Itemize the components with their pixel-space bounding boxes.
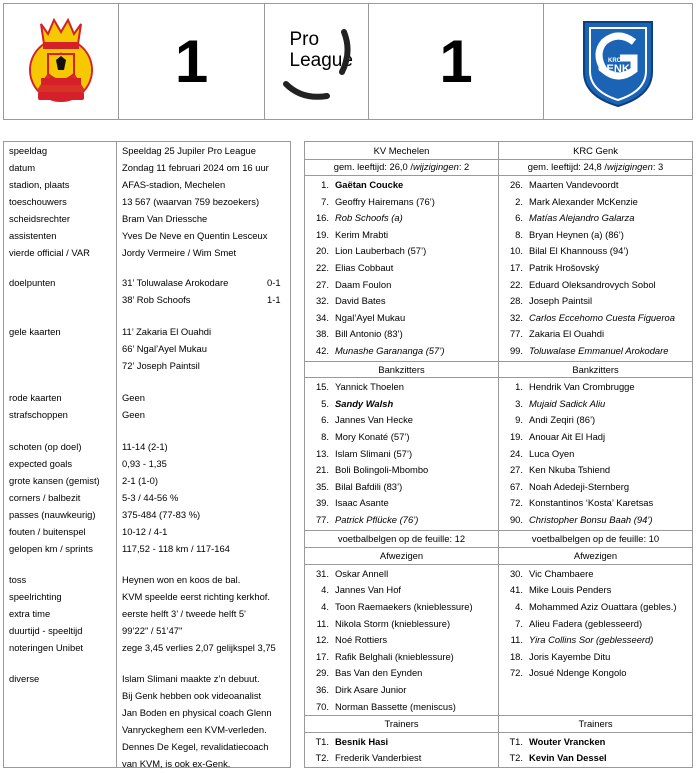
kv-mechelen-logo [26,12,96,112]
away-starter [501,209,694,226]
match-info-table [3,141,291,768]
lineup-table [304,141,693,768]
home-absent-player [307,698,500,715]
home-trainers-header: Trainers [384,718,419,730]
away-team-name: KRC Genk [573,144,618,156]
home-starter [307,292,500,309]
shirt-number: 77. [315,513,329,525]
avg-age: gem. leeftijd: 26,0 / [333,161,413,173]
away-absent-player [501,631,694,648]
away-bench-player [501,428,694,445]
shirt-number: 9. [515,414,523,426]
shirt-number: 67. [509,480,523,492]
shirt-number: 99. [509,344,523,356]
player-name: Toluwalase Emmanuel Arokodare [529,344,669,356]
home-absent-header: Afwezigen [379,550,424,562]
shirt-number: 24. [509,447,523,459]
away-absent-player [501,565,694,582]
player-name: Oskar Annell [335,567,389,579]
away-trainer [501,733,694,750]
player-name: Joseph Paintsil [529,295,593,307]
home-absent-player [307,631,500,648]
away-starter [501,309,694,326]
shirt-number: 8. [515,228,523,240]
info-row: stadion, plaats AFAS-stadion, Mechelen [9,179,226,190]
pro-league-logo [265,4,369,119]
shirt-number: T2. [509,752,523,764]
player-name: Joris Kayembe Ditu [529,650,611,662]
player-name: Munashe Garananga (57’) [335,344,445,356]
home-starter [307,226,500,243]
away-starter [501,193,694,210]
shirt-number: 18. [509,650,523,662]
away-bench-player [501,461,694,478]
player-name: Wouter Vrancken [529,735,606,747]
shirt-number: 39. [315,497,329,509]
shirt-number: 77. [509,328,523,340]
player-name: Bilal El Khannouss (94’) [529,245,629,257]
player-name: Konstantinos ‘Kosta’ Karetsas [529,497,654,509]
home-bench-player [307,478,500,495]
stat-row: passes (nauwkeurig) 375-484 (77-83 %) [9,509,201,520]
away-absent-header: Afwezigen [573,550,618,562]
player-name: Noah Adedeji-Sternberg [529,480,630,492]
shirt-number: 5. [321,397,329,409]
away-absent-player [501,582,694,599]
player-name: Besnik Hasi [335,735,389,747]
shirt-number: T1. [315,735,329,747]
shirt-number: 10. [509,245,523,257]
shirt-number: 26. [509,178,523,190]
player-name: Jannes Van Hof [335,584,402,596]
player-name: Christopher Bonsu Baah (94’) [529,513,653,525]
shirt-number: 72. [509,667,523,679]
home-starter [307,209,500,226]
away-absent-player [501,665,694,682]
shirt-number: 22. [509,278,523,290]
shirt-number: 17. [315,650,329,662]
yellow-cards-row: gele kaarten 11’ Zakaria El Ouahdi [9,326,212,337]
player-name: Luca Oyen [529,447,575,459]
player-name: Geoffry Hairemans (76’) [335,195,435,207]
player-name: Noé Rottiers [335,634,388,646]
away-starter [501,243,694,260]
shirt-number: 17. [509,261,523,273]
player-name: Ngal’Ayel Mukau [335,311,406,323]
shirt-number: 11. [510,634,523,646]
away-starter [501,276,694,293]
shirt-number: 2. [515,195,523,207]
home-bench-player [307,378,500,395]
shirt-number: 11. [316,617,329,629]
away-starter [501,259,694,276]
diverse-row: diverse Islam Slimani maakte z’n debuut. [9,673,260,684]
player-name: Elias Cobbaut [335,261,394,273]
away-bench-player [501,495,694,512]
stat-row: fouten / buitenspel 10-12 / 4-1 [9,526,168,537]
player-name: Rafik Belghali (knieblessure) [335,650,454,662]
player-name: Eduard Oleksandrovych Sobol [529,278,656,290]
shirt-number: 3. [515,397,523,409]
shirt-number: 41. [509,584,523,596]
player-name: Mohammed Aziz Ouattara (gebles.) [529,600,677,612]
home-absent-player [307,648,500,665]
diverse-row: van KVM, is ook ex-Genk. [122,758,231,769]
shirt-number: 20. [315,245,329,257]
stat-row: gelopen km / sprints 117,52 - 118 km / 117-164 [9,543,230,554]
player-name: David Bates [335,295,386,307]
shirt-number: 19. [315,228,329,240]
changes-label: wijzigingen [606,161,653,173]
player-name: Gaëtan Coucke [335,178,404,190]
home-bench-player [307,495,500,512]
home-score: 1 [174,27,209,95]
player-name: Carlos Eccehomo Cuesta Figueroa [529,311,675,323]
shirt-number: 36. [315,683,329,695]
misc-row: extra time eerste helft 3’ / tweede helft 5' [9,608,246,619]
home-starter [307,342,500,359]
stat-row: grote kansen (gemist) 2-1 (1-0) [9,475,158,486]
info-row: toeschouwers 13 567 (waarvan 759 bezoekers) [9,196,260,207]
away-absent-player [501,598,694,615]
shirt-number: 32. [315,295,329,307]
home-absent-player [307,598,500,615]
player-name: Bilal Bafdili (83’) [335,480,403,492]
player-name: Bill Antonio (83’) [335,328,403,340]
shirt-number: 15. [315,381,329,393]
shirt-number: 4. [515,600,523,612]
svg-text:GENK: GENK [598,62,630,75]
home-bench-player [307,511,500,528]
shirt-number: 42. [315,344,329,356]
player-name: Mujaid Sadick Aliu [529,397,606,409]
home-starter [307,176,500,193]
shirt-number: 31. [315,567,329,579]
changes-value: : 2 [458,161,470,173]
home-starter [307,276,500,293]
shirt-number: T1. [509,735,523,747]
player-name: Vic Chambaere [529,567,594,579]
misc-row: toss Heynen won en koos de bal. [9,574,241,585]
info-row: speeldag Speeldag 25 Jupiler Pro League [9,145,256,156]
shirt-number: 7. [515,617,523,629]
away-starter [501,342,694,359]
info-row: vierde official / VAR Jordy Vermeire / Wim Smet [9,247,237,258]
shirt-number: 4. [321,584,329,596]
team-age-changes [305,159,498,176]
shirt-number: 1. [515,381,523,393]
player-name: Nikola Storm (knieblessure) [335,617,451,629]
away-starter [501,292,694,309]
player-name: Mory Konaté (57’) [335,430,410,442]
home-absent-player [307,565,500,582]
player-name: Zakaria El Ouahdi [529,328,605,340]
home-logo-cell [4,4,119,119]
player-name: Rob Schoofs (a) [335,212,403,224]
home-bench-player [307,428,500,445]
shirt-number: 32. [509,311,523,323]
pro-league-mark [282,22,352,102]
shirt-number: 34. [315,311,329,323]
shirt-number: 35. [315,480,329,492]
player-name: Lion Lauberbach (57’) [335,245,427,257]
shirt-number: 22. [315,261,329,273]
shirt-number: 7. [321,195,329,207]
home-bench-header: Bankzitters [378,363,425,375]
changes-value: : 3 [652,161,664,173]
away-bench-player [501,511,694,528]
player-name: Daam Foulon [335,278,392,290]
home-bench-player [307,412,500,429]
away-starter [501,176,694,193]
player-name: Josué Ndenge Kongolo [529,667,627,679]
red-cards-row: rode kaarten Geen [9,392,145,403]
match-header [3,3,693,120]
player-name: Sandy Walsh [335,397,394,409]
home-starter [307,243,500,260]
penalties-row: strafschoppen Geen [9,409,145,420]
shirt-number: 27. [315,278,329,290]
goals-row: 38’ Rob Schoofs 1-1 [122,294,281,305]
stat-row: corners / balbezit 5-3 / 44-56 % [9,492,179,503]
shirt-number: 21. [315,464,329,476]
player-name: Boli Bolingoli-Mbombo [335,464,429,476]
diverse-row: Vanryckeghem een KVM-verleden. [122,724,267,735]
player-name: Dirk Asare Junior [335,683,407,695]
shirt-number: 90. [509,513,523,525]
player-name: Frederik Vanderbiest [335,752,422,764]
home-belgians-count: voetbalbelgen op de feuille: 12 [337,532,466,544]
player-name: Matías Alejandro Galarza [529,212,635,224]
player-name: Hendrik Van Crombrugge [529,381,635,393]
home-bench-player [307,445,500,462]
home-starter [307,259,500,276]
player-name: Islam Slimani (57’) [335,447,413,459]
away-bench-player [501,378,694,395]
player-name: Bas Van den Eynden [335,667,423,679]
shirt-number: 13. [315,447,329,459]
shirt-number: 1. [321,178,329,190]
player-name: Anouar Ait El Hadj [529,430,606,442]
shirt-number: 6. [321,414,329,426]
yellow-cards-row: 66’ Ngal’Ayel Mukau [122,343,207,354]
player-name: Kevin Van Dessel [529,752,607,764]
player-name: Mike Louis Penders [529,584,612,596]
league-line2: League [289,49,353,71]
home-trainer [307,750,500,767]
shirt-number: 72. [509,497,523,509]
away-bench-player [501,395,694,412]
player-name: Andi Zeqiri (86’) [529,414,596,426]
home-bench-player [307,395,500,412]
away-bench-player [501,445,694,462]
home-absent-player [307,615,500,632]
away-absent-player [501,648,694,665]
shirt-number: 19. [509,430,523,442]
info-row: scheidsrechter Bram Van Driessche [9,213,208,224]
yellow-cards-row: 72’ Joseph Paintsil [122,360,200,371]
shirt-number: 6. [515,212,523,224]
away-score-cell [369,4,544,119]
away-score: 1 [439,27,473,95]
away-starter [501,326,694,343]
away-absent-player [501,615,694,632]
shirt-number: 29. [315,667,329,679]
away-bench-header: Bankzitters [572,363,619,375]
shirt-number: 70. [315,700,329,712]
away-starter [501,226,694,243]
home-score-cell [119,4,265,119]
player-name: Jannes Van Hecke [335,414,413,426]
league-line1: Pro [289,28,320,50]
shirt-number: 30. [509,567,523,579]
home-starter [307,326,500,343]
shirt-number: 38. [315,328,329,340]
shirt-number: 8. [321,430,329,442]
player-name: Bryan Heynen (a) (86’) [529,228,624,240]
player-name: Kerim Mrabti [335,228,389,240]
player-name: Maarten Vandevoordt [529,178,619,190]
shirt-number: 27. [509,464,523,476]
krc-genk-logo [578,14,658,110]
player-name: Ken Nkuba Tshiend [529,464,611,476]
stat-row: schoten (op doel) 11-14 (2-1) [9,441,168,452]
player-name: Yannick Thoelen [335,381,404,393]
player-name: Mark Alexander McKenzie [529,195,638,207]
away-logo-cell [544,4,692,119]
away-bench-player [501,478,694,495]
stat-row: expected goals 0,93 - 1,35 [9,458,167,469]
home-bench-player [307,461,500,478]
misc-row: duurtijd - speeltijd 99’22" / 51’47" [9,625,183,636]
shirt-number: 12. [315,634,329,646]
info-row: datum Zondag 11 februari 2024 om 16 uur [9,162,269,173]
avg-age: gem. leeftijd: 24,8 / [527,161,607,173]
away-belgians-count: voetbalbelgen op de feuille: 10 [531,532,660,544]
pro-league-swoosh-icon [282,22,352,102]
shirt-number: 4. [321,600,329,612]
away-bench-player [501,412,694,429]
goals-row: doelpunten 31’ Toluwalase Arokodare 0-1 [9,277,281,288]
diverse-row: Bij Genk hebben ook videoanalist [122,690,262,701]
home-absent-player [307,681,500,698]
shirt-number: 16. [315,212,329,224]
home-absent-player [307,582,500,599]
player-name: Toon Raemaekers (knieblessure) [335,600,473,612]
svg-text:KRC: KRC [608,57,621,64]
home-absent-player [307,665,500,682]
away-trainer [501,750,694,767]
player-name: Patrick Pflücke (76’) [335,513,419,525]
misc-row: noteringen Unibet zege 3,45 verlies 2,07 gelijkspel 3,75 [9,642,276,653]
player-name: Isaac Asante [335,497,389,509]
home-starter [307,193,500,210]
player-name: Patrik Hrošovský [529,261,600,273]
diverse-row: Dennes De Kegel, revalidatiecoach [122,741,269,752]
shirt-number: T2. [315,752,329,764]
changes-label: wijzigingen [412,161,459,173]
away-trainers-header: Trainers [578,718,613,730]
misc-row: speelrichting KVM speelde eerst richting kerkhof. [9,591,270,602]
player-name: Alieu Fadera (geblesseerd) [529,617,643,629]
shirt-number: 28. [509,295,523,307]
home-trainer [307,733,500,750]
info-row: assistenten Yves De Neve en Quentin Lesceux [9,230,268,241]
home-team-name: KV Mechelen [373,144,430,156]
team-age-changes [499,159,692,176]
player-name: Norman Bassette (meniscus) [335,700,456,712]
diverse-row: Jan Boden en physical coach Glenn [122,707,272,718]
player-name: Yira Collins Sor (geblesseerd) [529,634,654,646]
home-starter [307,309,500,326]
